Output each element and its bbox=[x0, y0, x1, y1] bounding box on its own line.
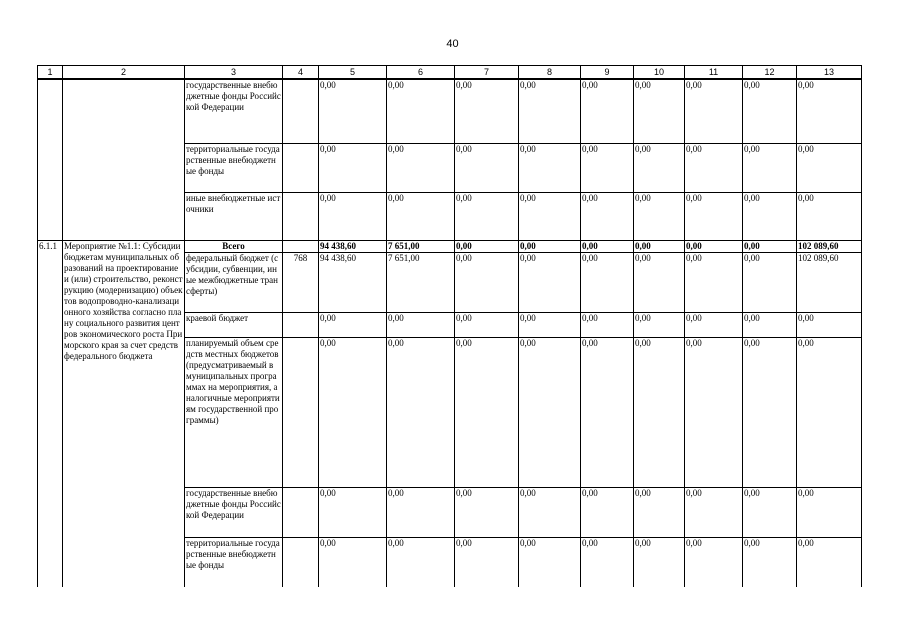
amount-cell: 0,00 bbox=[685, 240, 743, 252]
amount-cell: 0,00 bbox=[387, 143, 455, 192]
amount-cell: 0,00 bbox=[319, 79, 387, 143]
amount-cell: 0,00 bbox=[519, 143, 581, 192]
budget-code bbox=[283, 240, 319, 252]
header-row bbox=[38, 66, 862, 80]
amount-cell: 0,00 bbox=[319, 487, 387, 537]
amount-cell: 0,00 bbox=[634, 312, 685, 337]
page-number: 40 bbox=[446, 38, 459, 50]
amount-cell: 0,00 bbox=[685, 337, 743, 487]
budget-code bbox=[283, 79, 319, 143]
amount-cell: 0,00 bbox=[387, 487, 455, 537]
column-header: 12 bbox=[743, 66, 797, 80]
column-header: 9 bbox=[581, 66, 634, 80]
table-row bbox=[38, 240, 862, 252]
amount-cell: 94 438,60 bbox=[319, 252, 387, 312]
funding-source: территориальные государственные внебюджетные фонды bbox=[185, 537, 283, 587]
amount-cell: 0,00 bbox=[685, 192, 743, 240]
amount-cell: 0,00 bbox=[319, 312, 387, 337]
budget-code bbox=[283, 312, 319, 337]
amount-cell: 0,00 bbox=[519, 240, 581, 252]
funding-source: территориальные государственные внебюджетные фонды bbox=[185, 143, 283, 192]
amount-cell: 0,00 bbox=[743, 240, 797, 252]
amount-cell: 7 651,00 bbox=[387, 252, 455, 312]
column-header: 11 bbox=[685, 66, 743, 80]
budget-code bbox=[283, 143, 319, 192]
amount-cell: 0,00 bbox=[743, 537, 797, 587]
amount-cell: 0,00 bbox=[685, 79, 743, 143]
amount-cell: 0,00 bbox=[455, 337, 519, 487]
amount-cell: 0,00 bbox=[455, 537, 519, 587]
amount-cell: 0,00 bbox=[797, 143, 862, 192]
column-header: 10 bbox=[634, 66, 685, 80]
funding-source: государственные внебюджетные фонды Российской Федерации bbox=[185, 79, 283, 143]
amount-cell: 0,00 bbox=[319, 192, 387, 240]
column-header: 2 bbox=[63, 66, 185, 80]
amount-cell: 0,00 bbox=[685, 537, 743, 587]
column-header: 8 bbox=[519, 66, 581, 80]
amount-cell: 0,00 bbox=[743, 337, 797, 487]
amount-cell: 7 651,00 bbox=[387, 240, 455, 252]
amount-cell: 0,00 bbox=[581, 79, 634, 143]
amount-cell: 0,00 bbox=[797, 312, 862, 337]
amount-cell: 0,00 bbox=[797, 192, 862, 240]
column-header: 6 bbox=[387, 66, 455, 80]
amount-cell: 0,00 bbox=[319, 143, 387, 192]
budget-code bbox=[283, 537, 319, 587]
amount-cell: 0,00 bbox=[634, 537, 685, 587]
measure-number: 6.1.1 bbox=[38, 240, 63, 587]
column-header: 4 bbox=[283, 66, 319, 80]
amount-cell: 0,00 bbox=[581, 143, 634, 192]
amount-cell: 0,00 bbox=[581, 487, 634, 537]
amount-cell: 0,00 bbox=[581, 537, 634, 587]
amount-cell: 0,00 bbox=[743, 192, 797, 240]
amount-cell: 0,00 bbox=[743, 487, 797, 537]
amount-cell: 0,00 bbox=[685, 252, 743, 312]
amount-cell: 0,00 bbox=[319, 337, 387, 487]
funding-source: планируемый объем средств местных бюджетов (предусматриваемый в муниципальных программах на мероприятия, аналогичные мероприятиям государственной программы) bbox=[185, 337, 283, 487]
amount-cell: 0,00 bbox=[387, 337, 455, 487]
amount-cell: 0,00 bbox=[797, 337, 862, 487]
amount-cell: 0,00 bbox=[455, 79, 519, 143]
amount-cell: 0,00 bbox=[455, 240, 519, 252]
amount-cell: 0,00 bbox=[797, 79, 862, 143]
amount-cell: 0,00 bbox=[519, 192, 581, 240]
amount-cell: 0,00 bbox=[519, 487, 581, 537]
amount-cell: 0,00 bbox=[634, 240, 685, 252]
amount-cell: 0,00 bbox=[743, 143, 797, 192]
amount-cell: 0,00 bbox=[797, 537, 862, 587]
funding-source: Всего bbox=[185, 240, 283, 252]
amount-cell: 0,00 bbox=[634, 337, 685, 487]
amount-cell: 0,00 bbox=[743, 252, 797, 312]
amount-cell: 0,00 bbox=[797, 487, 862, 537]
amount-cell: 0,00 bbox=[581, 192, 634, 240]
amount-cell: 0,00 bbox=[455, 487, 519, 537]
funding-source: государственные внебюджетные фонды Российской Федерации bbox=[185, 487, 283, 537]
amount-cell: 0,00 bbox=[387, 312, 455, 337]
amount-cell: 0,00 bbox=[519, 79, 581, 143]
amount-cell: 0,00 bbox=[581, 252, 634, 312]
amount-cell: 0,00 bbox=[387, 192, 455, 240]
amount-cell: 102 089,60 bbox=[797, 252, 862, 312]
budget-code: 768 bbox=[283, 252, 319, 312]
funding-source: иные внебюджетные источники bbox=[185, 192, 283, 240]
amount-cell: 0,00 bbox=[455, 143, 519, 192]
column-header: 13 bbox=[797, 66, 862, 80]
column-header: 5 bbox=[319, 66, 387, 80]
budget-code bbox=[283, 487, 319, 537]
amount-cell: 0,00 bbox=[685, 487, 743, 537]
amount-cell: 0,00 bbox=[319, 537, 387, 587]
amount-cell: 0,00 bbox=[685, 312, 743, 337]
budget-code bbox=[283, 192, 319, 240]
amount-cell: 0,00 bbox=[455, 312, 519, 337]
measure-name: Мероприятие №1.1: Субсидии бюджетам муниципальных образований на проектирование и (или) строительство, реконструкцию (модернизацию) объектов водопроводно-канализационного хозяйства согласно плану социального развития центров экономического роста Приморского края за счет средств федерального бюджета bbox=[63, 240, 185, 587]
empty-name-cell bbox=[63, 79, 185, 240]
amount-cell: 0,00 bbox=[634, 79, 685, 143]
empty-number-cell bbox=[38, 79, 63, 240]
amount-cell: 0,00 bbox=[519, 337, 581, 487]
column-header: 3 bbox=[185, 66, 283, 80]
amount-cell: 0,00 bbox=[743, 79, 797, 143]
amount-cell: 0,00 bbox=[519, 252, 581, 312]
amount-cell: 0,00 bbox=[685, 143, 743, 192]
amount-cell: 0,00 bbox=[581, 312, 634, 337]
amount-cell: 102 089,60 bbox=[797, 240, 862, 252]
funding-source: краевой бюджет bbox=[185, 312, 283, 337]
column-header: 1 bbox=[38, 66, 63, 80]
amount-cell: 0,00 bbox=[455, 252, 519, 312]
amount-cell: 0,00 bbox=[634, 143, 685, 192]
table-row bbox=[38, 79, 862, 143]
column-header: 7 bbox=[455, 66, 519, 80]
amount-cell: 0,00 bbox=[519, 312, 581, 337]
amount-cell: 0,00 bbox=[387, 537, 455, 587]
amount-cell: 94 438,60 bbox=[319, 240, 387, 252]
amount-cell: 0,00 bbox=[455, 192, 519, 240]
amount-cell: 0,00 bbox=[634, 252, 685, 312]
amount-cell: 0,00 bbox=[743, 312, 797, 337]
budget-table bbox=[37, 65, 862, 587]
budget-code bbox=[283, 337, 319, 487]
amount-cell: 0,00 bbox=[634, 487, 685, 537]
amount-cell: 0,00 bbox=[634, 192, 685, 240]
funding-source: федеральный бюджет (субсидии, субвенции, иные межбюджетные трансферты) bbox=[185, 252, 283, 312]
amount-cell: 0,00 bbox=[387, 79, 455, 143]
amount-cell: 0,00 bbox=[581, 337, 634, 487]
amount-cell: 0,00 bbox=[519, 537, 581, 587]
amount-cell: 0,00 bbox=[581, 240, 634, 252]
